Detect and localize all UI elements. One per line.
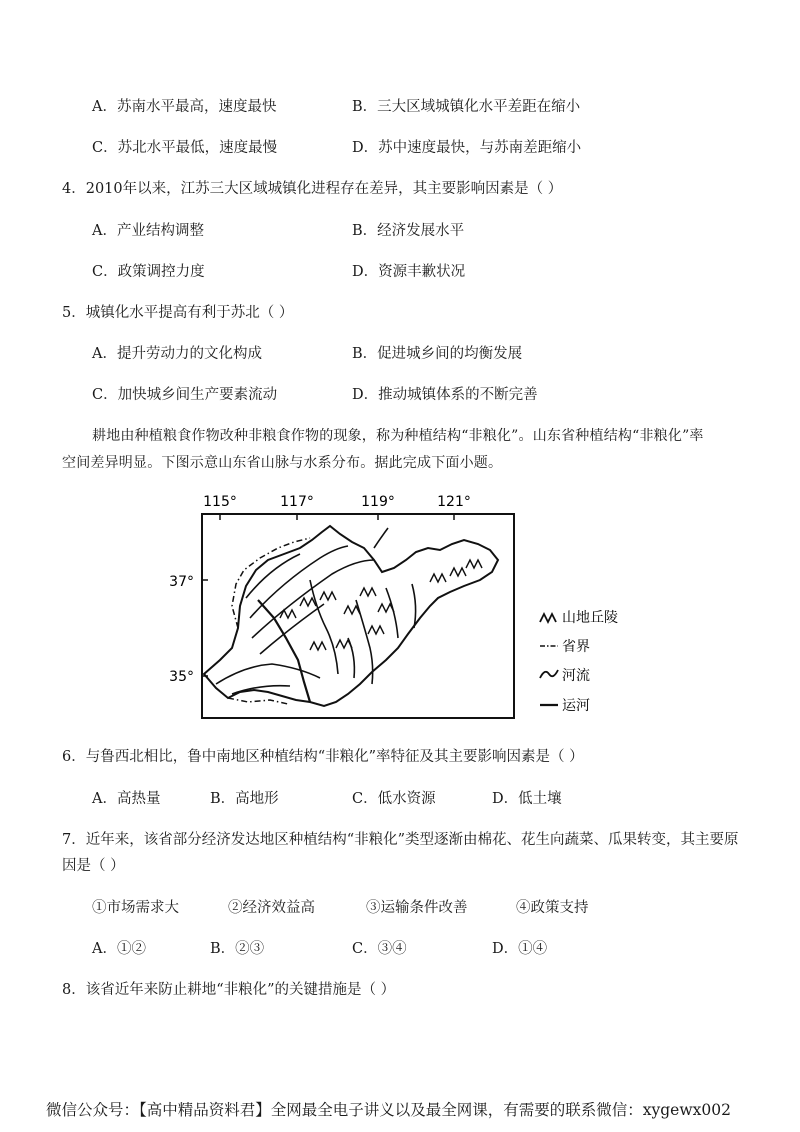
lon-label-115: 115°: [203, 494, 237, 510]
legend-river-icon: [540, 670, 558, 678]
map-ticks: [202, 514, 454, 676]
q5-option-c: C．加快城乡间生产要素流动: [92, 387, 278, 403]
passage-line-1: 耕地由种植粮食作物改种非粮食作物的现象，称为种植结构“非粮化”。山东省种植结构“非粮化”率: [92, 428, 704, 444]
q6-stem: 6．与鲁西北相比，鲁中南地区种植结构“非粮化”率特征及其主要影响因素是（ ）: [62, 749, 584, 765]
lat-label-37: 37°: [169, 574, 194, 590]
q3-option-d: D．苏中速度最快，与苏南差距缩小: [352, 140, 582, 156]
q7-stem-line-2: 因是（ ）: [62, 858, 125, 874]
q6-option-d: D．低土壤: [492, 791, 562, 807]
province-outline: [204, 526, 498, 706]
q3-option-a: A．苏南水平最高，速度最快: [92, 99, 277, 115]
q7-statement-2: ②经济效益高: [228, 900, 315, 916]
q4-option-d: D．资源丰歉状况: [352, 264, 466, 280]
q6-option-a: A．高热量: [92, 791, 161, 807]
legend-border-label: 省界: [562, 639, 590, 655]
province-border-south: [228, 698, 288, 704]
q4-option-c: C．政策调控力度: [92, 264, 205, 280]
shandong-map: [160, 488, 650, 728]
q7-option-d: D．①④: [492, 941, 548, 957]
passage-line-2: 空间差异明显。下图示意山东省山脉与水系分布。据此完成下面小题。: [62, 455, 503, 471]
q7-option-a: A．①②: [92, 941, 146, 957]
page-footer: 微信公众号：【高中精品资料君】全网最全电子讲义以及最全网课，有需要的联系微信：xygewx002: [46, 1101, 731, 1119]
q7-statement-4: ④政策支持: [516, 900, 589, 916]
lat-label-35: 35°: [169, 669, 194, 685]
q4-option-b: B．经济发展水平: [352, 223, 465, 239]
legend-mountain-label: 山地丘陵: [562, 610, 618, 626]
q7-statement-3: ③运输条件改善: [366, 900, 468, 916]
q7-statement-1: ①市场需求大: [92, 900, 179, 916]
q7-option-b: B．②③: [210, 941, 265, 957]
legend-mountain-icon: [540, 614, 556, 622]
legend-canal-label: 运河: [562, 698, 590, 714]
legend-river-label: 河流: [562, 668, 590, 684]
q4-stem: 4．2010年以来，江苏三大区域城镇化进程存在差异，其主要影响因素是（ ）: [62, 181, 563, 197]
q6-option-b: B．高地形: [210, 791, 279, 807]
q7-option-c: C．③④: [352, 941, 407, 957]
map-legend: [540, 609, 618, 714]
q3-option-b: B．三大区域城镇化水平差距在缩小: [352, 99, 581, 115]
mountain-symbols: [280, 560, 482, 650]
q5-option-a: A．提升劳动力的文化构成: [92, 346, 262, 362]
lon-label-117: 117°: [280, 494, 314, 510]
q6-option-c: C．低水资源: [352, 791, 436, 807]
q3-option-c: C．苏北水平最低，速度最慢: [92, 140, 278, 156]
q5-option-b: B．促进城乡间的均衡发展: [352, 346, 523, 362]
q8-stem: 8．该省近年来防止耕地“非粮化”的关键措施是（ ）: [62, 982, 396, 998]
q5-option-d: D．推动城镇体系的不断完善: [352, 387, 538, 403]
lon-label-119: 119°: [361, 494, 395, 510]
q4-option-a: A．产业结构调整: [92, 223, 204, 239]
q7-stem-line-1: 7．近年来，该省部分经济发达地区种植结构“非粮化”类型逐渐由棉花、花生向蔬菜、瓜果转变，其主要原: [62, 832, 739, 848]
lon-label-121: 121°: [437, 494, 471, 510]
q5-stem: 5．城镇化水平提高有利于苏北（ ）: [62, 305, 294, 321]
